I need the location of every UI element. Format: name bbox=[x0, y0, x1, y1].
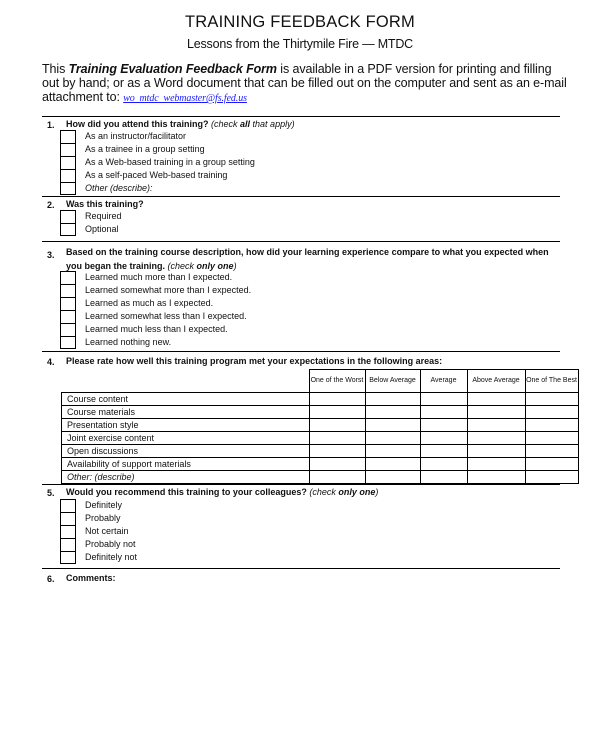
rating-cell[interactable] bbox=[467, 432, 525, 445]
page-title: TRAINING FEEDBACK FORM bbox=[185, 13, 415, 31]
rating-header-row bbox=[62, 370, 579, 393]
checkbox[interactable] bbox=[60, 156, 76, 169]
checkbox[interactable] bbox=[60, 223, 76, 236]
question-1-hint bbox=[211, 119, 295, 129]
rating-cell[interactable] bbox=[309, 432, 365, 445]
rating-cell[interactable] bbox=[467, 393, 525, 406]
option-label: Learned somewhat more than I expected. bbox=[85, 285, 252, 295]
rating-row-label: Presentation style bbox=[62, 419, 310, 432]
question-1-label: How did you attend this training? bbox=[66, 119, 209, 129]
question-number: 6. bbox=[47, 574, 55, 584]
option-label: Learned as much as I expected. bbox=[85, 298, 214, 308]
question-number: 4. bbox=[47, 357, 55, 367]
rating-cell[interactable] bbox=[365, 458, 420, 471]
option-label: Learned nothing new. bbox=[85, 337, 172, 347]
checkbox[interactable] bbox=[60, 297, 76, 310]
option-label: Probably bbox=[85, 513, 121, 523]
option-label: Definitely bbox=[85, 500, 123, 510]
checkbox[interactable] bbox=[60, 499, 76, 512]
rating-column-header: One of The Best bbox=[525, 370, 578, 393]
checkbox[interactable] bbox=[60, 310, 76, 323]
rating-row-label: Other: (describe) bbox=[62, 471, 310, 484]
intro-text-pre: This bbox=[42, 62, 69, 76]
question-number: 2. bbox=[47, 200, 55, 210]
rating-cell[interactable] bbox=[525, 432, 578, 445]
intro-text-mid: is available in a PDF version for printing and filling out by hand; or as a Word document that can be filled out on the computer and sent as an e-mail attachment to: bbox=[42, 62, 567, 104]
rating-cell[interactable] bbox=[309, 445, 365, 458]
page-subtitle: Lessons from the Thirtymile Fire — MTDC bbox=[186, 37, 414, 51]
rating-cell[interactable] bbox=[525, 471, 578, 484]
question-3-label: Based on the training course description, how did your learning experience compare to what you expected when you began the training. bbox=[66, 247, 549, 271]
rating-cell[interactable] bbox=[309, 471, 365, 484]
rating-column-header: Average bbox=[420, 370, 467, 393]
rating-header-blank bbox=[62, 370, 310, 393]
checkbox[interactable] bbox=[60, 169, 76, 182]
rating-cell[interactable] bbox=[525, 445, 578, 458]
option-label: Other (describe): bbox=[85, 183, 153, 193]
checkbox[interactable] bbox=[60, 284, 76, 297]
rating-cell[interactable] bbox=[420, 471, 467, 484]
checkbox[interactable] bbox=[60, 512, 76, 525]
rating-cell[interactable] bbox=[467, 406, 525, 419]
rating-column-header: One of the Worst bbox=[309, 370, 365, 393]
question-number: 3. bbox=[47, 250, 55, 260]
hint-post: ) bbox=[375, 487, 379, 497]
hint-pre: (check bbox=[167, 261, 197, 271]
rating-cell[interactable] bbox=[525, 393, 578, 406]
checkbox[interactable] bbox=[60, 143, 76, 156]
checkbox[interactable] bbox=[60, 525, 76, 538]
option-label: As a self-paced Web-based training bbox=[85, 170, 228, 180]
rating-row-label: Course content bbox=[62, 393, 310, 406]
rating-cell[interactable] bbox=[467, 419, 525, 432]
option-label: Learned much less than I expected. bbox=[85, 324, 228, 334]
checkbox[interactable] bbox=[60, 210, 76, 223]
rating-cell[interactable] bbox=[365, 471, 420, 484]
rating-cell[interactable] bbox=[365, 432, 420, 445]
rating-cell[interactable] bbox=[365, 406, 420, 419]
table-row bbox=[62, 471, 579, 484]
rating-cell[interactable] bbox=[467, 471, 525, 484]
option-label: As a Web-based training in a group setting bbox=[85, 157, 255, 167]
option-label: Not certain bbox=[85, 526, 129, 536]
question-5-hint bbox=[309, 487, 378, 497]
rating-cell[interactable] bbox=[525, 458, 578, 471]
table-row bbox=[62, 419, 579, 432]
table-row bbox=[62, 406, 579, 419]
rating-row-label: Joint exercise content bbox=[62, 432, 310, 445]
question-number: 1. bbox=[47, 120, 55, 130]
rating-cell[interactable] bbox=[365, 393, 420, 406]
rating-cell[interactable] bbox=[467, 445, 525, 458]
table-row bbox=[62, 445, 579, 458]
rating-column-header: Below Average bbox=[365, 370, 420, 393]
checkbox[interactable] bbox=[60, 271, 76, 284]
option-label: Probably not bbox=[85, 539, 136, 549]
hint-pre: (check bbox=[309, 487, 339, 497]
question-5-label: Would you recommend this training to your colleagues? bbox=[66, 487, 307, 497]
rating-column-header: Above Average bbox=[467, 370, 525, 393]
rating-cell[interactable] bbox=[309, 419, 365, 432]
option-label: As an instructor/facilitator bbox=[85, 131, 187, 141]
intro-paragraph bbox=[42, 62, 567, 106]
rating-cell[interactable] bbox=[365, 445, 420, 458]
email-link[interactable]: wo_mtdc_webmaster@fs.fed.us bbox=[123, 93, 247, 104]
rating-cell[interactable] bbox=[420, 445, 467, 458]
checkbox[interactable] bbox=[60, 130, 76, 143]
checkbox[interactable] bbox=[60, 182, 76, 195]
divider bbox=[42, 351, 560, 352]
checkbox[interactable] bbox=[60, 538, 76, 551]
rating-cell[interactable] bbox=[309, 406, 365, 419]
rating-cell[interactable] bbox=[420, 406, 467, 419]
hint-post: that apply) bbox=[250, 119, 295, 129]
question-number: 5. bbox=[47, 488, 55, 498]
question-6-text: Comments: bbox=[66, 573, 116, 583]
rating-row-label: Course materials bbox=[62, 406, 310, 419]
rating-row-label: Open discussions bbox=[62, 445, 310, 458]
option-label: Learned somewhat less than I expected. bbox=[85, 311, 247, 321]
rating-cell[interactable] bbox=[309, 393, 365, 406]
rating-cell[interactable] bbox=[309, 458, 365, 471]
checkbox[interactable] bbox=[60, 323, 76, 336]
option-label: Definitely not bbox=[85, 552, 138, 562]
rating-cell[interactable] bbox=[525, 419, 578, 432]
table-row bbox=[62, 458, 579, 471]
rating-cell[interactable] bbox=[420, 419, 467, 432]
question-1-text bbox=[66, 117, 556, 131]
table-row bbox=[62, 432, 579, 445]
comments-area[interactable] bbox=[60, 590, 560, 710]
option-label: Required bbox=[85, 211, 122, 221]
hint-bold: only one bbox=[196, 261, 234, 271]
question-5-text bbox=[66, 485, 556, 499]
table-row bbox=[62, 393, 579, 406]
checkbox[interactable] bbox=[60, 551, 76, 564]
hint-bold: only one bbox=[338, 487, 376, 497]
rating-cell[interactable] bbox=[467, 458, 525, 471]
question-4-text: Please rate how well this training program met your expectations in the following areas: bbox=[66, 356, 443, 366]
intro-form-name: Training Evaluation Feedback Form bbox=[68, 62, 277, 76]
rating-cell[interactable] bbox=[420, 458, 467, 471]
divider bbox=[42, 241, 560, 242]
rating-row-label: Availability of support materials bbox=[62, 458, 310, 471]
option-label: Optional bbox=[85, 224, 119, 234]
option-label: Learned much more than I expected. bbox=[85, 272, 233, 282]
rating-table bbox=[61, 369, 579, 484]
divider bbox=[42, 568, 560, 569]
option-label: As a trainee in a group setting bbox=[85, 144, 205, 154]
rating-cell[interactable] bbox=[420, 393, 467, 406]
hint-post: ) bbox=[233, 261, 237, 271]
hint-pre: (check bbox=[211, 119, 241, 129]
rating-cell[interactable] bbox=[365, 419, 420, 432]
question-2-text: Was this training? bbox=[66, 199, 144, 209]
checkbox[interactable] bbox=[60, 336, 76, 349]
rating-cell[interactable] bbox=[420, 432, 467, 445]
question-3-text bbox=[66, 245, 556, 273]
question-3-hint bbox=[168, 261, 237, 271]
rating-cell[interactable] bbox=[525, 406, 578, 419]
hint-bold: all bbox=[240, 119, 251, 129]
